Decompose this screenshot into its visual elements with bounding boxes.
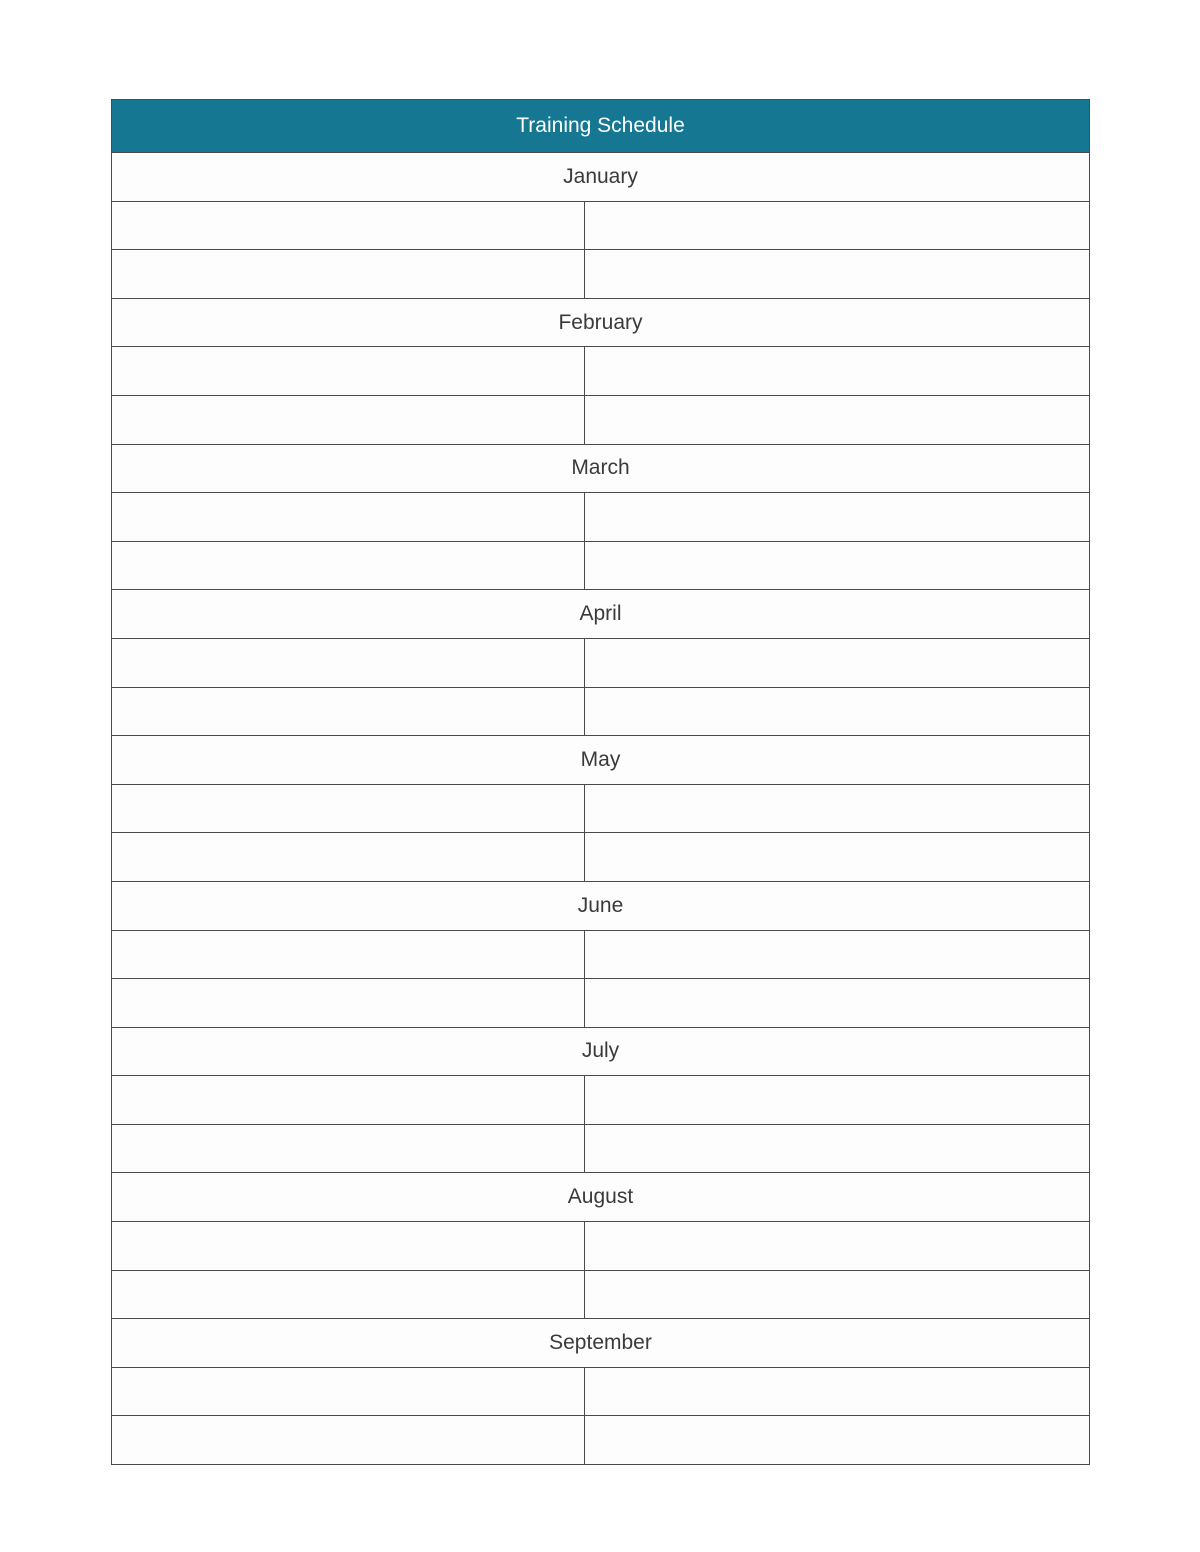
month-label: June [112, 881, 1090, 930]
entry-row [112, 1416, 1090, 1465]
entry-cell-left[interactable] [112, 541, 585, 590]
entry-row [112, 687, 1090, 736]
entry-cell-right[interactable] [585, 493, 1090, 542]
month-label: January [112, 153, 1090, 202]
entry-cell-left[interactable] [112, 979, 585, 1028]
month-label: March [112, 444, 1090, 493]
entry-row [112, 638, 1090, 687]
entry-cell-right[interactable] [585, 541, 1090, 590]
entry-cell-left[interactable] [112, 687, 585, 736]
entry-row [112, 930, 1090, 979]
entry-cell-left[interactable] [112, 250, 585, 299]
entry-cell-right[interactable] [585, 1270, 1090, 1319]
entry-cell-right[interactable] [585, 687, 1090, 736]
month-label: August [112, 1173, 1090, 1222]
entry-row [112, 201, 1090, 250]
month-row [112, 298, 1090, 347]
month-label: May [112, 736, 1090, 785]
month-row [112, 881, 1090, 930]
entry-cell-right[interactable] [585, 930, 1090, 979]
entry-row [112, 1124, 1090, 1173]
entry-cell-left[interactable] [112, 395, 585, 444]
entry-cell-left[interactable] [112, 784, 585, 833]
entry-row [112, 250, 1090, 299]
entry-cell-right[interactable] [585, 833, 1090, 882]
entry-cell-left[interactable] [112, 201, 585, 250]
entry-cell-right[interactable] [585, 395, 1090, 444]
entry-cell-left[interactable] [112, 1124, 585, 1173]
schedule-body [112, 153, 1090, 1465]
entry-row [112, 833, 1090, 882]
entry-cell-right[interactable] [585, 1076, 1090, 1125]
entry-row [112, 541, 1090, 590]
entry-row [112, 1270, 1090, 1319]
entry-cell-left[interactable] [112, 1416, 585, 1465]
entry-cell-left[interactable] [112, 1270, 585, 1319]
entry-cell-left[interactable] [112, 1076, 585, 1125]
entry-cell-right[interactable] [585, 784, 1090, 833]
title-row [112, 100, 1090, 153]
month-row [112, 590, 1090, 639]
entry-cell-left[interactable] [112, 1367, 585, 1416]
month-label: July [112, 1027, 1090, 1076]
entry-cell-right[interactable] [585, 1222, 1090, 1271]
month-row [112, 1173, 1090, 1222]
month-label: September [112, 1319, 1090, 1368]
training-schedule-table [111, 99, 1090, 1465]
month-row [112, 1319, 1090, 1368]
entry-row [112, 1222, 1090, 1271]
entry-cell-right[interactable] [585, 1124, 1090, 1173]
entry-cell-left[interactable] [112, 930, 585, 979]
month-row [112, 153, 1090, 202]
entry-row [112, 1076, 1090, 1125]
entry-row [112, 395, 1090, 444]
entry-cell-left[interactable] [112, 347, 585, 396]
entry-cell-right[interactable] [585, 1367, 1090, 1416]
month-label: February [112, 298, 1090, 347]
schedule-title: Training Schedule [112, 100, 1090, 153]
entry-row [112, 1367, 1090, 1416]
entry-cell-left[interactable] [112, 638, 585, 687]
entry-row [112, 979, 1090, 1028]
entry-row [112, 347, 1090, 396]
entry-cell-left[interactable] [112, 833, 585, 882]
entry-cell-right[interactable] [585, 201, 1090, 250]
entry-cell-left[interactable] [112, 1222, 585, 1271]
entry-row [112, 784, 1090, 833]
entry-cell-left[interactable] [112, 493, 585, 542]
entry-cell-right[interactable] [585, 979, 1090, 1028]
entry-cell-right[interactable] [585, 638, 1090, 687]
entry-cell-right[interactable] [585, 250, 1090, 299]
entry-cell-right[interactable] [585, 347, 1090, 396]
month-label: April [112, 590, 1090, 639]
month-row [112, 444, 1090, 493]
entry-row [112, 493, 1090, 542]
entry-cell-right[interactable] [585, 1416, 1090, 1465]
month-row [112, 1027, 1090, 1076]
month-row [112, 736, 1090, 785]
